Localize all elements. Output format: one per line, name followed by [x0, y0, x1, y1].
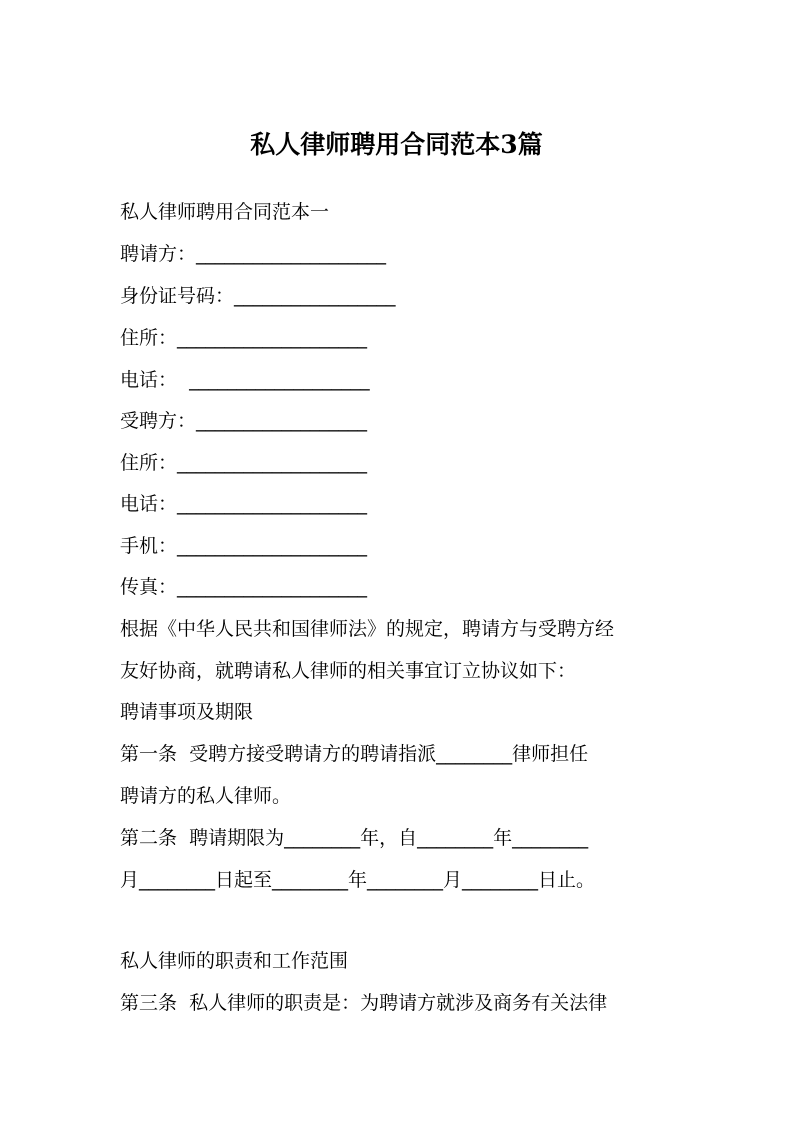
section-heading: 私人律师的职责和工作范围	[120, 950, 349, 972]
article-1-line: 聘请方的私人律师。	[120, 785, 292, 807]
article-3-line: 第三条 私人律师的职责是：为聘请方就涉及商务有关法律	[120, 992, 608, 1014]
article-2-line: 月________日起至________年________月________日止。	[120, 869, 596, 891]
article-2-line: 第二条 聘请期限为________年，自________年________	[120, 827, 589, 849]
employer-address-field: 住所：____________________	[120, 327, 368, 349]
paragraph-line: 根据《中华人民共和国律师法》的规定，聘请方与受聘方经	[120, 618, 615, 640]
section-heading: 私人律师聘用合同范本一	[120, 201, 330, 223]
id-number-field: 身份证号码：_________________	[120, 285, 396, 307]
article-1-line: 第一条 受聘方接受聘请方的聘请指派________律师担任	[120, 743, 589, 765]
document-title: 私人律师聘用合同范本3篇	[250, 130, 543, 159]
employer-field: 聘请方：____________________	[120, 243, 387, 265]
employer-phone-field: 电话： ___________________	[120, 369, 370, 391]
employee-field: 受聘方：__________________	[120, 410, 368, 432]
section-heading: 聘请事项及期限	[120, 701, 254, 723]
employee-phone-field: 电话：____________________	[120, 493, 368, 515]
fax-field: 传真：____________________	[120, 576, 368, 598]
employee-address-field: 住所：____________________	[120, 452, 368, 474]
paragraph-line: 友好协商，就聘请私人律师的相关事宜订立协议如下：	[120, 660, 577, 682]
mobile-field: 手机：____________________	[120, 535, 368, 557]
